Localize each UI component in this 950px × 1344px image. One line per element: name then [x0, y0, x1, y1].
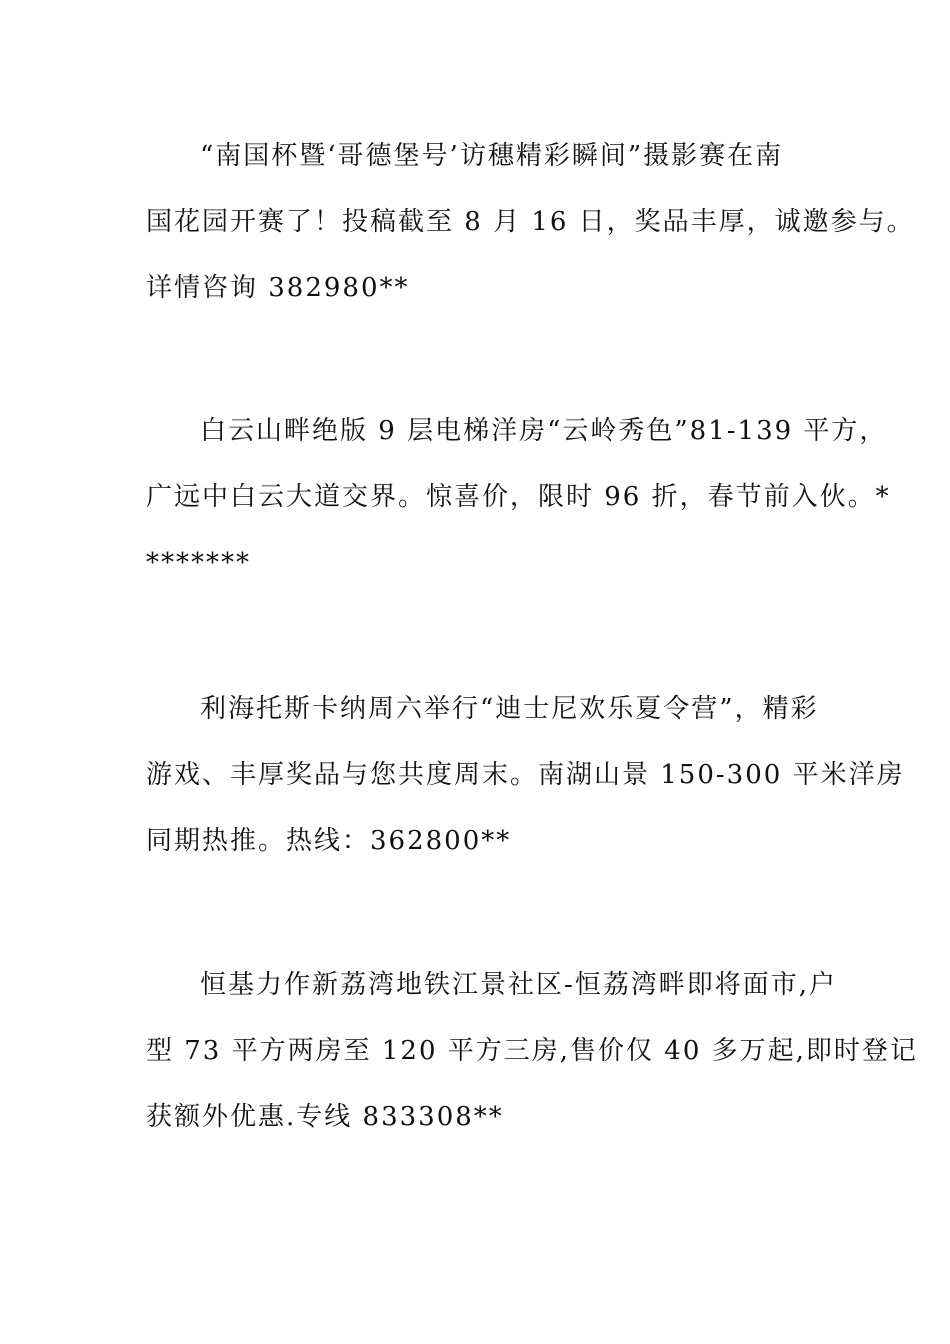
paragraph-line: 同期热推。热线：362800** — [146, 826, 512, 856]
ad-paragraph-liwan-community — [146, 952, 918, 1150]
paragraph-line: 广远中白云大道交界。惊喜价，限时 96 折，春节前入伙。* — [146, 482, 891, 512]
ad-paragraph-summer-camp — [146, 676, 905, 874]
paragraph-line: 白云山畔绝版 9 层电梯洋房“云岭秀色”81-139 平方， — [200, 416, 888, 446]
paragraph-line: 详情咨询 382980** — [146, 273, 410, 303]
paragraph-line: 恒基力作新荔湾地铁江景社区-恒荔湾畔即将面市,户 — [200, 970, 838, 1000]
paragraph-line: 利海托斯卡纳周六举行“迪士尼欢乐夏令营”，精彩 — [200, 694, 819, 724]
paragraph-line: 获额外优惠.专线 833308** — [146, 1102, 504, 1132]
paragraph-line: 国花园开赛了！投稿截至 8 月 16 日，奖品丰厚，诚邀参与。 — [146, 207, 915, 237]
paragraph-line: ******* — [146, 548, 251, 578]
paragraph-line: 游戏、丰厚奖品与您共度周末。南湖山景 150-300 平米洋房 — [146, 760, 905, 790]
paragraph-line: “南国杯暨‘哥德堡号’访穗精彩瞬间”摄影赛在南 — [200, 141, 784, 171]
ad-paragraph-baiyun-apartments — [146, 398, 891, 596]
ad-paragraph-photo-contest — [146, 123, 915, 321]
paragraph-line: 型 73 平方两房至 120 平方三房,售价仅 40 多万起,即时登记 — [146, 1036, 918, 1066]
